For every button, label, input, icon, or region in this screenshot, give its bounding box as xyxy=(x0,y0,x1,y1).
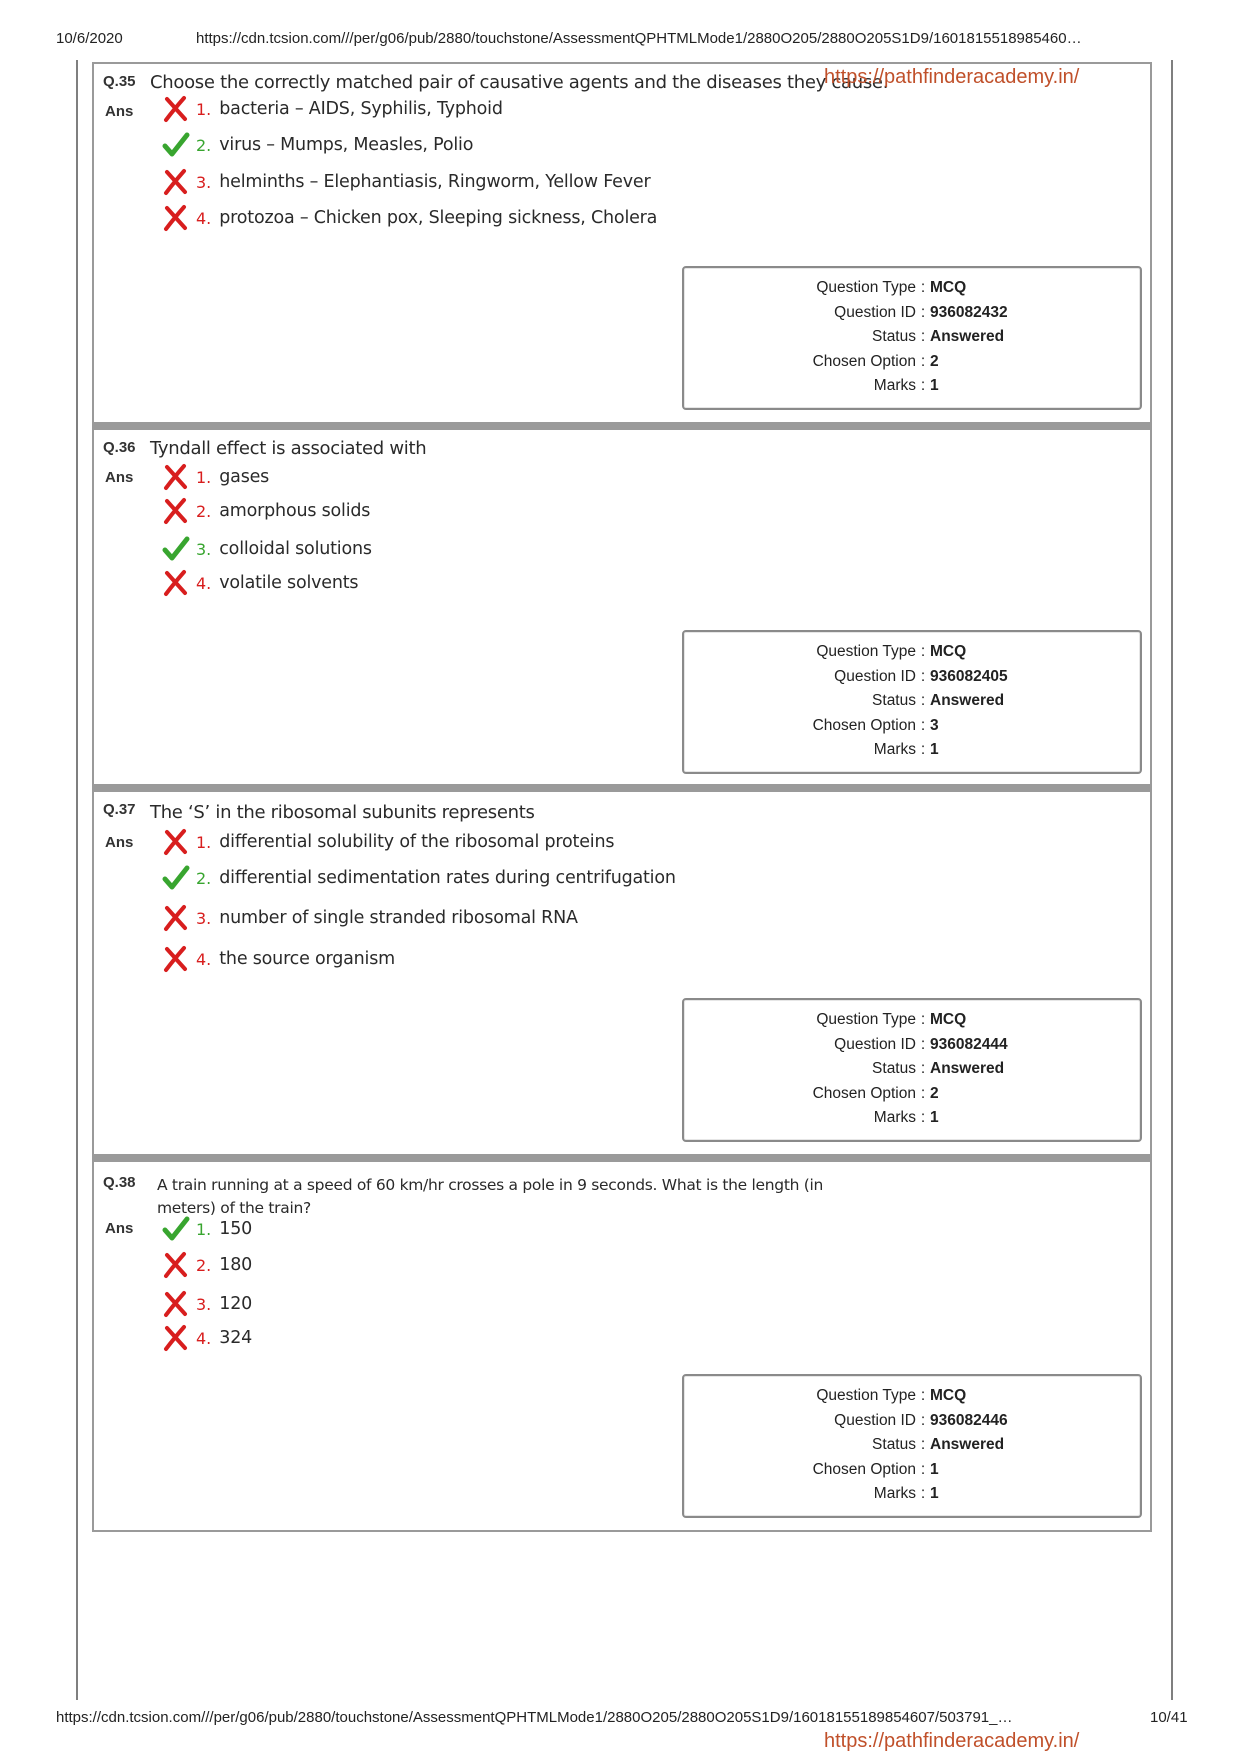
option-text: bacteria – AIDS, Syphilis, Typhoid xyxy=(219,99,503,119)
option-number: 2. xyxy=(196,501,212,521)
question-text: A train running at a speed of 60 km/hr crosses a pole in 9 seconds. What is the length (in meters) of the train? xyxy=(157,1176,824,1217)
option-row xyxy=(162,903,578,933)
answer-label: Ans xyxy=(105,834,134,851)
question-info-box: Question Type : MCQ Question ID : 936082444 Status : Answered Chosen Option : 2 Marks : 1 xyxy=(682,998,1142,1142)
watermark-link[interactable]: https://pathfinderacademy.in/ xyxy=(824,1730,1080,1752)
option-row xyxy=(162,1323,252,1353)
wrong-cross-icon xyxy=(162,1290,190,1318)
option-text: 120 xyxy=(219,1294,253,1314)
option-text: gases xyxy=(219,467,270,487)
question-panel-36 xyxy=(92,424,1152,786)
print-date: 10/6/2020 xyxy=(56,30,123,47)
question-id-value: 936082446 xyxy=(930,1411,1008,1429)
option-text: amorphous solids xyxy=(219,501,371,521)
option-row xyxy=(162,1289,252,1319)
wrong-cross-icon xyxy=(162,828,190,856)
question-type-value: MCQ xyxy=(930,279,967,297)
wrong-cross-icon xyxy=(162,168,190,196)
chosen-option-value: 2 xyxy=(930,352,939,370)
option-row xyxy=(162,496,370,526)
option-number: 1. xyxy=(196,99,212,119)
option-number: 4. xyxy=(196,208,212,228)
option-row xyxy=(162,94,503,124)
question-type-value: MCQ xyxy=(930,1387,967,1405)
option-number: 1. xyxy=(196,832,212,852)
marks-value: 1 xyxy=(930,741,939,759)
wrong-cross-icon xyxy=(162,904,190,932)
question-info-box: Question Type : MCQ Question ID : 936082432 Status : Answered Chosen Option : 2 Marks : 1 xyxy=(682,266,1142,410)
question-text: Tyndall effect is associated with xyxy=(150,438,427,459)
page-right-rule xyxy=(1171,60,1173,1700)
answer-label: Ans xyxy=(105,103,134,120)
page-left-rule xyxy=(76,60,78,1700)
option-row xyxy=(162,863,676,893)
option-number: 2. xyxy=(196,868,212,888)
question-info-box: Question Type : MCQ Question ID : 936082405 Status : Answered Chosen Option : 3 Marks : 1 xyxy=(682,630,1142,774)
option-number: 1. xyxy=(196,1219,212,1239)
option-number: 4. xyxy=(196,573,212,593)
option-row xyxy=(162,534,372,564)
wrong-cross-icon xyxy=(162,569,190,597)
option-number: 2. xyxy=(196,135,212,155)
option-text: number of single stranded ribosomal RNA xyxy=(219,908,578,928)
option-row xyxy=(162,1214,252,1244)
correct-check-icon xyxy=(162,131,190,159)
wrong-cross-icon xyxy=(162,1251,190,1279)
correct-check-icon xyxy=(162,1215,190,1243)
status-value: Answered xyxy=(930,692,1005,710)
option-row xyxy=(162,203,657,233)
option-number: 3. xyxy=(196,172,212,192)
wrong-cross-icon xyxy=(162,95,190,123)
question-panel-35 xyxy=(92,62,1152,424)
question-type-value: MCQ xyxy=(930,643,967,661)
question-number: Q.36 xyxy=(103,439,136,456)
option-text: differential solubility of the ribosomal proteins xyxy=(219,832,615,852)
correct-check-icon xyxy=(162,864,190,892)
option-number: 4. xyxy=(196,1328,212,1348)
chosen-option-value: 1 xyxy=(930,1460,939,1478)
option-text: 180 xyxy=(219,1255,253,1275)
answer-label: Ans xyxy=(105,1220,134,1237)
wrong-cross-icon xyxy=(162,497,190,525)
option-text: 324 xyxy=(219,1328,253,1348)
option-number: 3. xyxy=(196,539,212,559)
question-id-value: 936082444 xyxy=(930,1035,1008,1053)
option-number: 4. xyxy=(196,949,212,969)
print-footer-url: https://cdn.tcsion.com///per/g06/pub/2880/touchstone/AssessmentQPHTMLMode1/2880O205/2880O205S1D9/16018155189854607/503791_… xyxy=(56,1709,1013,1726)
option-text: the source organism xyxy=(219,949,395,969)
question-number: Q.35 xyxy=(103,73,136,90)
option-text: protozoa – Chicken pox, Sleeping sickness, Cholera xyxy=(219,208,658,228)
question-panel-37 xyxy=(92,786,1152,1156)
wrong-cross-icon xyxy=(162,945,190,973)
option-row xyxy=(162,944,395,974)
option-text: colloidal solutions xyxy=(219,539,372,559)
print-header-url: https://cdn.tcsion.com///per/g06/pub/2880/touchstone/AssessmentQPHTMLMode1/2880O205/2880O205S1D9/1601815518985460… xyxy=(196,30,1082,47)
answer-label: Ans xyxy=(105,469,134,486)
option-row xyxy=(162,827,614,857)
question-number: Q.38 xyxy=(103,1174,136,1191)
option-row xyxy=(162,568,358,598)
option-row xyxy=(162,167,650,197)
question-id-value: 936082432 xyxy=(930,303,1008,321)
marks-value: 1 xyxy=(930,377,939,395)
question-type-value: MCQ xyxy=(930,1011,967,1029)
marks-value: 1 xyxy=(930,1109,939,1127)
question-id-value: 936082405 xyxy=(930,667,1008,685)
option-number: 2. xyxy=(196,1255,212,1275)
option-number: 1. xyxy=(196,467,212,487)
option-row xyxy=(162,130,473,160)
option-text: volatile solvents xyxy=(219,573,359,593)
marks-value: 1 xyxy=(930,1485,939,1503)
option-text: 150 xyxy=(219,1219,253,1239)
status-value: Answered xyxy=(930,1060,1005,1078)
status-value: Answered xyxy=(930,328,1005,346)
status-value: Answered xyxy=(930,1436,1005,1454)
chosen-option-value: 3 xyxy=(930,716,939,734)
question-text: The ‘S’ in the ribosomal subunits represents xyxy=(150,802,535,823)
option-text: differential sedimentation rates during centrifugation xyxy=(219,868,676,888)
correct-check-icon xyxy=(162,535,190,563)
question-panel-38 xyxy=(92,1156,1152,1532)
wrong-cross-icon xyxy=(162,1324,190,1352)
option-text: helminths – Elephantiasis, Ringworm, Yellow Fever xyxy=(219,172,651,192)
wrong-cross-icon xyxy=(162,204,190,232)
watermark-link[interactable]: https://pathfinderacademy.in/ xyxy=(824,66,1080,88)
question-text: Choose the correctly matched pair of causative agents and the diseases they cause. xyxy=(150,72,889,93)
option-row xyxy=(162,462,269,492)
question-number: Q.37 xyxy=(103,801,136,818)
page-number: 10/41 xyxy=(1150,1709,1188,1726)
option-number: 3. xyxy=(196,1294,212,1314)
option-text: virus – Mumps, Measles, Polio xyxy=(219,135,474,155)
question-info-box: Question Type : MCQ Question ID : 936082446 Status : Answered Chosen Option : 1 Marks : 1 xyxy=(682,1374,1142,1518)
chosen-option-value: 2 xyxy=(930,1084,939,1102)
wrong-cross-icon xyxy=(162,463,190,491)
option-number: 3. xyxy=(196,908,212,928)
option-row xyxy=(162,1250,252,1280)
